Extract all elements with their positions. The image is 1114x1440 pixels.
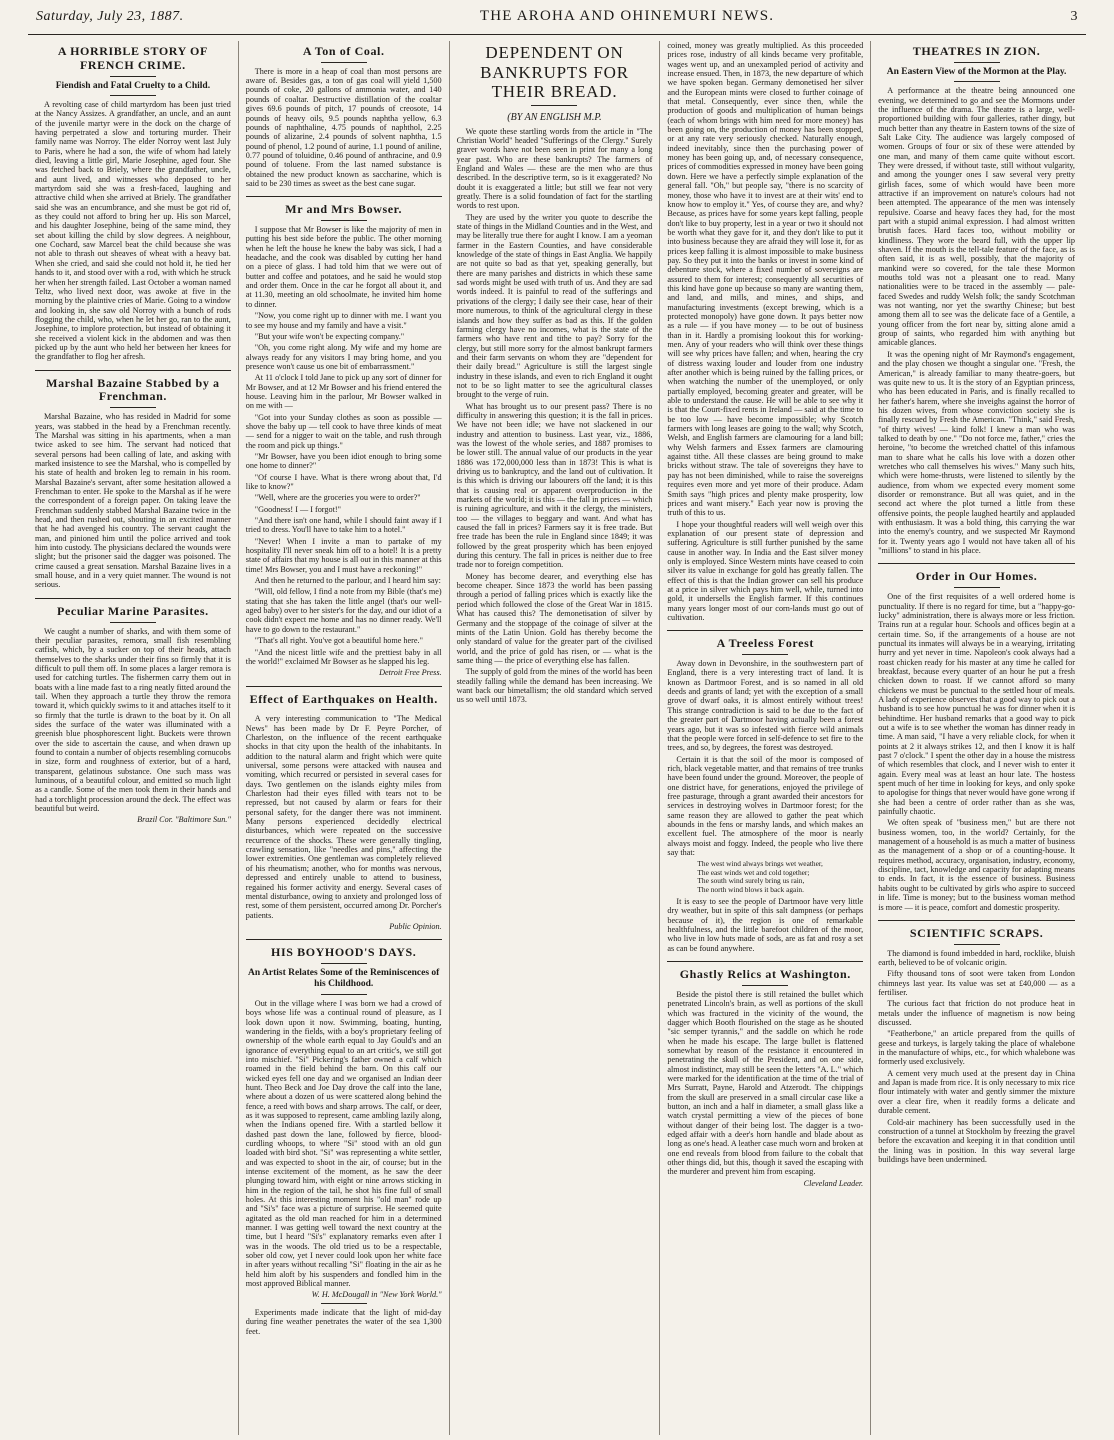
title-rule <box>531 105 577 106</box>
paragraph: Fifty thousand tons of soot were taken from London chimneys last year. Its value was set at £40,000 — as a fertiliser. <box>878 969 1075 998</box>
article-title: Ghastly Relics at Washington. <box>679 967 851 982</box>
paragraph: A very interesting communication to "The Medical News" has been made by Dr F. Peyre Porcher, of Charleston, on the influence of the recent earthquake shocks in that city upon the health of the inhabitants. In addition to the natural alarm and fright which were quite universal, some persons were attacked with nausea and vomiting, which recurred or persisted in several cases for days. Two gentlemen on the islands eighty miles from Charleston had their eyes filled with tears not to be repressed, but not caused by alarm or fears for their personal safety, for the danger there was not imminent. Many persons experienced decidedly electrical disturbances, which were repeated on the successive recurrence of the shocks. These were generally tingling, crawling sensation, like "needles and pins," affecting the lower extremities. One gentleman was completely relieved of his rheumatism; another, who for months was nervous, depressed and entirely unable to attend to business, regained his former activity and energy. Several cases of mental disturbance, owing to anxiety and prolonged loss of rest, some of them persistent, occurred among Dr. Porcher's patients. <box>245 714 442 920</box>
paragraph: At 11 o'clock I told Jane to pick up any sort of dinner for Mr Bowser, and at 12 Mr Bowser and his friend entered the house. Leaving him in the parlour, Mr Bowser walked in on me with — <box>245 373 442 411</box>
paragraph: "Of course I have. What is there wrong about that, I'd like to know?" <box>245 472 442 491</box>
column-3 <box>450 41 661 1435</box>
article-title: A HORRIBLE STORY OF FRENCH CRIME. <box>57 44 208 72</box>
paragraph: They are used by the writer you quote to describe the state of things in the Midland Counties and in the West, and may be literally true there for aught I know. I am a yeoman farmer in the Eastern Counties, and have considerable knowledge of the state of things in East Anglia. We happily are not quite so bad as that yet, speaking generally, but there are many parishes and districts in which these same sad words might be used with truth of us. And they are sad words indeed. It is painful to read of the sufferings and privations of the clergy; I daily see their case, hear of their more numerous, to think of the agricultural clergy in these islands and how they suffer as bad as this. If the golden farming clergy have no incomes, what is the state of the farmers who have rent and tithe to pay? Sorry for the clergy, but still more sorry for the almost bankrupt farmers and their farm servants on whom they are "dependent for their daily bread." Agriculture is still the largest single industry in these islands, and even to rich England it ought not to be so light matter to see the agricultural classes brought to the verge of ruin. <box>456 212 653 400</box>
article-signature: Brazil Cor. "Baltimore Sun." <box>137 815 231 825</box>
article-subtitle: An Eastern View of the Mormon at the Play. <box>886 66 1067 77</box>
paragraph: Cold-air machinery has been successfully used in the construction of a tunnel at Stockholm by freezing the gravel before the excavation and keeping it in that condition until the lining was in position. In this way several large buildings have been undermined. <box>878 1117 1075 1164</box>
title-rule <box>954 587 1000 588</box>
paragraph: We quote these startling words from the article in "The Christian World" headed "Sufferings of the Clergy." Surely graver words have not been seen in print for many a long year past. Who are these bankrupts? The farmers of England and Wales — these are the men who are thus described. In the descriptive term, so is it exaggerated? No doubt it is exaggerated a little; but still we fear not very greatly. There is a solid foundation of fact for the startling words to rest upon. <box>456 126 653 211</box>
section-separator <box>35 370 231 371</box>
paragraph: I suppose that Mr Bowser is like the majority of men in putting his best side before the public. The other morning when he left the house he knew the baby was sick, I had a headache, and the cook was disabled by cutting her hand on a piece of glass. I had told him that we were out of butter and coffee and potatoes, and he said he would stop and order them. Once in the car he forgot all about it, and at 11.30, meeting an old schoolmate, he invited him home to dinner. <box>245 225 442 309</box>
paragraph: Certain it is that the soil of the moor is composed of rich, black vegetable matter, and that remains of tree trunks have been found under the ground. Moreover, the people of one district have, for generations, enjoyed the privilege of free pasturage, through a grant awarded their ancestors for services in destroying wolves in Dartmoor forest; for the same reason they are allowed to gather the peat which abounds in the fens or marshy lands, and which makes an excellent fuel. The atmosphere of the moor is nearly always moist and foggy. Indeed, the people who live there say that: <box>667 754 864 857</box>
article-signature: Detroit Free Press. <box>379 668 442 678</box>
article-title: DEPENDENT ON BANKRUPTS FOR THEIR BREAD. <box>480 43 629 102</box>
section-separator <box>878 563 1075 564</box>
paragraph: Away down in Devonshire, in the southwestern part of England, there is a very interesting tract of land. It is known as Dartmoor Forest, and is so named in all old deeds and grants of land; yet with the exception of a small grove of dwarf oaks, it is almost entirely without trees! This strange contradiction is said to be due to the fact of the greater part of Dartmoor having actually been a forest years ago, but it was so infested with fierce wild animals that the people were forced in self-defence to set fire to the trees, and so, by degrees, the forest was destroyed. <box>667 659 864 753</box>
paragraph: "And there isn't one hand, while I should faint away if I tried to dress. You'll have to take him to a hotel." <box>245 516 442 535</box>
paragraph: "Mr Bowser, have you been idiot enough to bring some one home to dinner?" <box>245 451 442 471</box>
masthead <box>28 8 1086 35</box>
paragraph: Out in the village where I was born we had a crowd of boys whose life was a continual round of pleasure, as I look down upon it now. Swimming, boating, hunting, wandering in the fields, with a boy's proprietary feeling of ownership of the whole earth equal to Jay Gould's and an ignorance of everything equal to an art critic's, we still got into mischief. "Si" Pickering's father owned a calf which roamed in the field behind the barn. On this calf our wicked eyes fell one day and we organised an Indian deer hunt. Theo Beck and Joe Day drove the calf into the lane, where about a dozen of us were scattered along behind the fence, a reed with bows and sharp arrows. The calf, or deer, as it was supposed to represent, came ambling lazily along, when the Indians opened fire. With a startled bellow it dashed past down the lane, followed by fierce, blood-curdling whoops, to where "Si" stood with an old gun loaded with bird shot. "Si" was representing a white settler, and was expected to shoot in the air, of course; but in the intense excitement of the moment, as he saw the deer plunging toward him, with eight or nine arrows sticking in him in the region of the tail, he shot his fine full of small holes. At this interesting moment his "old man" rode up and "Si's" face was a picture of surprise. He seemed quite agitated as the old man reached for him in a determined manner. I was getting well toward the next country at the time, but I heard "Si's" explanatory remarks even after I was in the woods. The old tried us to be a respectable, sober old cow, yet I never could look upon her white face in after years without recalling "Si" floating in the air as he held him aloft by his suspenders and fondled him in the most approved Biblical manner. <box>245 998 442 1289</box>
paragraph: "And the nicest little wife and the prettiest baby in all the world!" exclaimed Mr Bowser as he slapped his leg. <box>245 647 442 666</box>
section-separator <box>246 939 442 940</box>
paragraph: "Never! When I invite a man to partake of my hospitality I'll never sneak him off to a hotel! It is a pretty state of affairs that my house is all out in this manner at this time! Mrs Bowser, you and I must have a reckoning!" <box>245 536 442 574</box>
paragraph: What has brought us to our present pass? There is no difficulty in answering this question; it is the fall in prices. We have not been idle; we have not slackened in our industry and attention to business. Last year, viz., 1886, was the lowest of the whole series, and 1887 promises to be lower still. The annual value of our products in the year 1886 was 172,000,000 less than in 1873! This is what is driving us to bankruptcy, and the land out of cultivation. It is this which is driving our labourers off the land; it is this that is causing real or apparent overproduction in the markets of the world; it is this — the fall in prices — which is ruining agriculture, and with it the clergy, the ministers, too — the villages to beggary and want. And what has caused the fall in prices? Farmers say it is free trade. But free trade has been the rule in England since 1849; it was followed by the great prosperity which has been enjoyed during this century. The fall in prices is neither due to free trade nor to foreign competition. <box>456 401 653 570</box>
verse: The west wind always brings wet weather, The east winds wet and cold together; The south wind surely bring us rain, The north wind blows it back again. <box>697 859 823 894</box>
title-rule <box>321 220 367 221</box>
newspaper-title: THE AROHA AND OHINEMURI NEWS. <box>479 8 775 24</box>
title-rule <box>954 62 1000 63</box>
section-separator <box>246 196 442 197</box>
paragraph: Beside the pistol there is still retained the bullet which penetrated Lincoln's brain, as well as portions of the skull which was fractured in the vicinity of the wound, the dagger which Booth flourished on the stage as he shouted "sic semper tyrannis," and the saddle on which he rode when he made his escape. The large bullet is flattened somewhat by reason of the resistance it encountered in penetrating the skull of the President, and on one side, almost indistinct, may still be seen the letters "A. L." which were marked for the identification at the time of the trial of Mrs Surratt, Payne, Harold and Atzerodt. The chippings from the skull are preserved in a small circular case like a button, an inch and a half in diameter, a small glass like a watch crystal permitting a view of the pieces of bone without danger of their being lost. The dagger is a two-edged affair with a deer's horn handle and blade about as long as one's head. A leather case much worn and broken at one end reveals from blood from failure to the cobalt that other things did, but this, though it saved the escaping with the murderer and prevent him from escaping. <box>667 989 864 1177</box>
article-signature: Public Opinion. <box>389 921 442 931</box>
title-rule <box>742 985 788 986</box>
paragraph: "That's all right. You've got a beautiful home here." <box>254 636 423 646</box>
article-byline: (BY AN ENGLISH M.P. <box>507 111 602 123</box>
article-title: SCIENTIFIC SCRAPS. <box>909 925 1044 940</box>
article-title: Marshal Bazaine Stabbed by a Frenchman. <box>46 375 220 404</box>
paragraph: One of the first requisites of a well ordered home is punctuality. If there is no regard for time, but a "happy-go-lucky" administration, there is always more or less friction. Trains run at a regular hour. Schools and offices begin at a certain time. So, if the arrangements of a house are not punctual its inmates will always be in a wearying, irritating hurry and yet never in time. Napoleon's cook always had a roast chicken ready for his master at any time he called for breakfast, because every quarter of an hour he put a fresh chicken down to roast. If we cannot afford so many chickens we must be punctual to the settled hour of meals. A lady of experience observes that a good way to pick out a husband is to see how punctual he was for dinner when it is behindtime. Her husband remarks that a good way to pick out a wife is to see whether the woman has dinner ready in time. A man said, "I have a very reliable clock, for when it points at 2 it always strikes 12, and then I know it is half past 7 o'clock." I spent the other day in a house the mistress of which resembles that clock, and I never wish to enter it again. Every meal was at least an hour late. The hostess spent much of her time in looking for keys, and only spoke to apologise for things that never would have gone wrong if she had been a centre of order rather than as she was, painfully chaotic. <box>878 592 1075 817</box>
article-subtitle: An Artist Relates Some of the Reminiscences of his Childhood. <box>248 968 440 990</box>
paragraph: The curious fact that friction do not produce heat in metals under the influence of magnetism is now being discussed. <box>878 999 1075 1028</box>
article-title: Effect of Earthquakes on Health. <box>249 691 438 706</box>
paragraph: Marshal Bazaine, who has resided in Madrid for some years, was stabbed in the head by a Frenchman recently. The Marshal was sitting in his apartments, when a man twice asked to see him. The servant had noticed that several persons had been calling of late, and asking with marked insistence to see the Marshal, who is compelled by his state of health and broken leg to remain in his room. Marshal Bazaine's servant, after some hesitation allowed a Frenchman to enter. He spoke to the Marshal as if he were the correspondent of a foreign paper. On taking leave the Frenchman suddenly stabbed Marshal Bazaine twice in the head, and then rushed out, shouting in an excited manner that he had avenged his country. The servant caught the man, and pinioned him until the police arrived and took him into custody. The physicians declared the wounds were slight; but the prisoner said the dagger was poisoned. The crime caused a great sensation. Marshal Bazaine lives in a small house, and in a very quiet manner. The wound is not serious. <box>35 412 231 590</box>
paragraph: "Got into your Sunday clothes as soon as possible — shove the baby up — tell cook to have three kinds of meat — send for a nigger to wait on the table, and rush through the room and pick up things." <box>245 412 442 450</box>
subtitle-rule <box>110 95 156 96</box>
paragraph: "Featherbone," an article prepared from the quills of geese and turkeys, is largely taking the place of whalebone in the manufacture of whips, etc., for which whalebone was formerly used exclusively. <box>878 1029 1075 1067</box>
paragraph: And then he returned to the parlour, and I heard him say: <box>254 576 441 586</box>
section-rule <box>321 1303 367 1304</box>
section-separator <box>878 920 1075 921</box>
column-1 <box>28 41 239 1435</box>
paragraph: The diamond is found imbedded in hard, rocklike, bluish earth, believed to be of volcanic origin. <box>878 948 1075 967</box>
title-rule <box>110 622 156 623</box>
section-separator <box>667 961 863 962</box>
paragraph: We caught a number of sharks, and with them some of their peculiar parasites, remora, small fish resembling catfish, which, by a sucker on top of their heads, attach themselves to the sharks under their fins so firmly that it is difficult to pull them off. In some places a larger remora is used for catching turtles. The fishermen carry them out in boats with a line made fast to a ring neatly fitted around the tail. When they approach a turtle they throw the remora toward it, which quickly swims to it and attaches itself to it so firmly that the turtle is drawn to the boat by it. On all sides the surface of the water was illuminated with a greenish blue phosphorescent light. Buckets were thrown over the side to ascertain the cause, and when drawn up found to contain a number of objects resembling cornucobs in size, form and roughness of exterior, but of a hard, transparent, gelatinous substance. One such mass was luminous, of a beautiful colour, and emitted so much light as a candle. Some of the men took them in their hands and had a torchlight procession around the deck. The effect was beautiful but weird. <box>35 626 231 814</box>
article-title: THEATRES IN ZION. <box>912 44 1041 58</box>
paragraph: "Well, where are the groceries you were to order?" <box>254 493 421 503</box>
paragraph: I hope your thoughtful readers will well weigh over this explanation of our present state of depression and suffering. Agriculture is still further punished by the same cause in another way. In India and the East silver money only is employed. Since Western mints have ceased to coin silver its value in exchange for gold has greatly fallen. The effect of this is that the Indian grower can sell his produce at a price in silver which pays him well, while, turned into gold, it undersells the English farmer. If this continues many years longer most of our corn-lands must go out of cultivation. <box>667 519 864 622</box>
column-2 <box>239 41 450 1435</box>
article-title: A Ton of Coal. <box>302 44 385 58</box>
paragraph: A revolting case of child martyrdom has been just tried at the Nancy Assizes. A grandfather, an uncle, and an aunt of the juvenile martyr were in the dock on the charge of having perpetrated a slow and torturing murder. Their family name was Norroy. The elder Norroy went last July to Paris, where he had a son, the wife of whom had lately died, leaving a little girl, Marie Josephine, aged four. She was fetched back to Briely, where the grandfather, uncle, and aunt lived, and witnesses who deposed to her martyrdom said she was a fresh-faced, laughing and attractive child when she arrived at Briely. The grandfather said she was an encumbrance, and she must be got rid of, as they could not afford to bring her up. His son Marcel, and his daughter Josephine, being of the same mind, they set about killing the child by slow degrees. A neighbour, one Cochard, saw Marcel beat the child because she was not able to thrash out sheaves of wheat with a heavy bat. When she cried, and said she could not hold it, he tied her hands to it, and stood over with a rod, with which he struck her when her strength failed. Last October a woman named Teltz, who lived next door, was awoke at five in the morning by the plaintive cries of Marie. Going to a window and looking in, she saw old Norroy with a bunch of rods flogging the child, who, when he let her go, ran to the aunt, Josephine, to implore protection, but instead of obtaining it she received a violent kick in the abdomen and was then picked up by the aunt who held her between her knees for the grandfather to flog her afresh. <box>35 99 231 362</box>
section-separator <box>35 598 231 599</box>
paragraph: coined, money was greatly multiplied. As this proceeded prices rose, industry of all kinds became very profitable, wages went up, and an unexampled period of activity and increase ensued. Then, in 1873, the new departure of which we have spoken began. Germany demonetised her silver and the European mints were closed to further coinage of that metal. Consequently, ever since then, while the production of goods and multiplication of human beings (each of whom brings with him need for more money) has been going on, the production of money has been stopped, or at any rate very seriously checked. Naturally enough, indeed inevitably, since then the purchasing power of money has been going up, and, of necessary consequence, prices of commodities expressed in money have been going down. Here we have a perfectly simple explanation of the general fall. "Oh," but people say, "there is no scarcity of money, those who have it to invest are at their wits' end to know how to employ it." Yes, of course they are, and why? Because, as prices have for some years kept falling, people don't like to buy property, lest in a year or two it should not be worth what they gave for it, and they don't like to put it into business because they are afraid they will lose it, for as prices keep falling it is almost impossible to make business pay. So they put it into the banks or invest in some kind of debenture stock, where a fixed number of sovereigns are assured to them for interest; consequently all securities of this kind have gone up because so many are wanting them, and land, and mills, and mines, and ships, and manufacturing investments (except brewing, which is a protected monopoly) have gone down. It pays better now as a rule — if you have money — to be out of business than in it. Hardly a promising lookout this for working-men. Any of your readers who will think over these things will see why prices have fallen; and when, hearing the cry of distress waxing louder and louder from one industry after another which is being ruined by the falling prices, or when watching the number of the unemployed, or only partially employed, becoming greater and greater, will be able to understand the cause. He will be able to see why it is that the Court-fixed rents in Ireland — said at the time to be too low — have become impossible; why Scotch farmers with long leases are going to the wall; why Scotch, Welsh, and English farmers are clamouring for a land bill; why Welsh farmers and Essex farmers are clamouring against tithe. All these classes are being ground to make bricks without straw. The tale of sovereigns they have to pay has not been diminished, while to raise the sovereigns requires even more and yet more of their produce. Adam Smith says "high prices and plenty make prosperity, low prices and want misery." Each year now is proving the truth of this to us. <box>667 41 864 518</box>
subtitle-rule <box>321 994 367 995</box>
paragraph: The supply of gold from the mines of the world has been steadily falling while the demand has been increasing. We want back our bimetallism; the old standard which served us so well until 1873. <box>456 667 653 705</box>
article-title: Order in Our Homes. <box>915 569 1038 584</box>
title-rule <box>321 963 367 964</box>
paragraph: "Will, old fellow, I find a note from my Bible (that's me) stating that she has taken the little angel (that's our well-aged baby) over to her sister's for the day, and our idiot of a cook didn't expect me home and has no dinner ready. We'll have to go down to the restaurant." <box>245 587 442 634</box>
paragraph: It was the opening night of Mr Raymond's engagement, and the play chosen we thought a singular one. "Fresh, the American," is already familiar to many theatre-goers, but was quite new to us. It is the story of an Egyptian princess, who has been educated in Paris, and is finally recalled to her father's harem, where she inveighs against the horror of his dozen wives, from whose conviction society she is finally rescued by Fresh the American. "Think," said Fresh, "of thirty wives! — kind folk! I knew a man who was talked to death by one." "Do not force me, father," cries the heroine, "to become the wretched chattel of this infamous man to share what he calls his love with a dozen other wretches who call themselves his wives." Many such hits, which were home-thrusts, were listened to silently by the audience, from whom we expected every moment some disorder or remonstrance. But all was quiet, and in the second act where the plot turned a little from these offensive points, the people laughed heartily and applauded with enthusiasm. It was a bold thing, this carrying the war into the enemy's country, and we suspected Mr Raymond for it. Twenty years ago I would not have taken all of his "millions" to stand in his place. <box>878 349 1075 556</box>
column-5 <box>871 41 1082 1435</box>
paragraph: Experiments made indicate that the light of mid-day during fine weather penetrates the water of the sea 1,300 feet. <box>245 1307 442 1336</box>
paragraph: There is more in a heap of coal than most persons are aware of. Besides gas, a ton of gas coal will yield 1,500 pounds of coke, 20 gallons of ammonia water, and 140 pounds of coaltar. Destructive distillation of the coaltar gives 69.6 pounds of pitch, 17 pounds of creosote, 14 pounds of heavy oils, 9.5 pounds naphtha yellow, 6.3 pounds of naphthaline, 4.75 pounds of naphthol, 2.25 pounds of alizarine, 2.4 pounds of solvent naphtha, 1.5 pound of phenol, 1.2 pound of aurine, 1.1 pound of aniline, 0.77 pound of toluidine, 0.46 pound of anthracine, and 0.9 pound of toluene. From the last named substance is obtained the new product known as saccharine, which is said to be 230 times as sweet as the best cane sugar. <box>245 66 442 188</box>
section-separator <box>667 630 863 631</box>
paragraph: A performance at the theatre being announced one evening, we determined to go and see the Mormons under the influence of the drama. The theatre is a large, well-proportioned building with four galleries, rather dingy, but much better than any theatre in Eastern towns of the size of Salt Lake City. The audience was largely composed of women. Groups of four or six of these were attended by one man, and many of them came quite without escort. They were dressed, if without taste, still without vulgarity, and among the younger ones I saw several very pretty girlish faces, some of which would have been more attractive if an improvement on nature's colours had not been attempted. The appearance of the men was intensely repulsive. Coarse and heavy faces they had, for the most part with a stupid animal expression. I had almost written brutish faces. Hard faces too, without mobility or kindliness. They wore the beard full, with the upper lip shaven. If the mouth is the tell-tale feature of the face, as is often said, it is as well, possibly, that the majority of mankind were so covered, for the tale these Mormon mouths told was not a pleasant one to read. Many nationalities were to be traced in the assembly — pale-faced Swedes and ruddy Welsh folk; the sandy Scotchman was not wanting, nor yet the swarthy Chinese; but best among them all to see was the delicate face of a Gentile, a young officer from the fort near by, sitting alone amid a group of saints, who regarded him with anything but amicable glances. <box>878 86 1075 348</box>
article-title: Mr and Mrs Bowser. <box>285 202 403 217</box>
paragraph: It is easy to see the people of Dartmoor have very little dry weather, but in spite of this salt dampness (or perhaps because of it), the region is one of remarkable healthfulness, and the little barefoot children of the moor, who live in low huts made of sods, are as fat and rosy a set as can be found anywhere. <box>667 896 864 953</box>
paragraph: "Now, you come right up to dinner with me. I want you to see my house and my family and have a visit." <box>245 311 442 330</box>
subtitle-rule <box>954 81 1000 82</box>
section-separator <box>246 686 442 687</box>
article-signature: Cleveland Leader. <box>803 1178 864 1188</box>
title-rule <box>110 407 156 408</box>
article-title: Peculiar Marine Parasites. <box>57 603 209 618</box>
paragraph: Money has become dearer, and everything else has become cheaper. Since 1873 the world has been passing through a period of falling prices which is exactly like the period which followed the close of the Great War in 1815. What has caused this? The demonetisation of silver by Germany and the stoppage of the coinage of silver at the mints of the Latin Union. Gold has thereby become the only standard of value for the greater part of the civilised world, and the price of gold has risen, or — what is the same thing — the price of everything else has fallen. <box>456 571 653 665</box>
page-number: 3 <box>1070 9 1078 24</box>
title-rule <box>321 709 367 710</box>
issue-date: Saturday, July 23, 1887. <box>36 9 184 24</box>
title-rule <box>321 62 367 63</box>
paragraph: "Oh, you come right along. My wife and my home are always ready for any visitors I may bring home, and you presence won't cause us one bit of embarrassment." <box>245 343 442 371</box>
paragraph: "But your wife won't be expecting company." <box>254 331 405 341</box>
paragraph: We often speak of "business men," but are there not business women, too, in the world? Certainly, for the management of a household is as much a matter of business as the management of a shop or of a counting-house. It requires method, accuracy, organisation, industry, economy, discipline, tact, knowledge and capacity for adapting means to ends. In fact, it is the essence of business. Business habits ought to be cultivated by girls who aspire to succeed in life. Time is money; but to the business woman method is more — it is peace, comfort and domestic prosperity. <box>878 818 1075 912</box>
title-rule <box>742 654 788 655</box>
article-title: HIS BOYHOOD'S DAYS. <box>271 945 417 960</box>
paragraph: "Goodness! I — I forgot!" <box>254 504 341 514</box>
columns <box>28 41 1086 1435</box>
title-rule <box>110 76 156 77</box>
article-title: A Treeless Forest <box>716 636 814 651</box>
article-signature: W. H. McDougall in "New York World." <box>311 1290 442 1300</box>
title-rule <box>954 944 1000 945</box>
article-subtitle: Fiendish and Fatal Cruelty to a Child. <box>55 80 211 91</box>
column-4 <box>660 41 871 1435</box>
paragraph: A cement very much used at the present day in China and Japan is made from rice. It is only necessary to mix rice flour intimately with water and gently simmer the mixture over a clear fire, when it readily forms a delicate and durable cement. <box>878 1068 1075 1116</box>
